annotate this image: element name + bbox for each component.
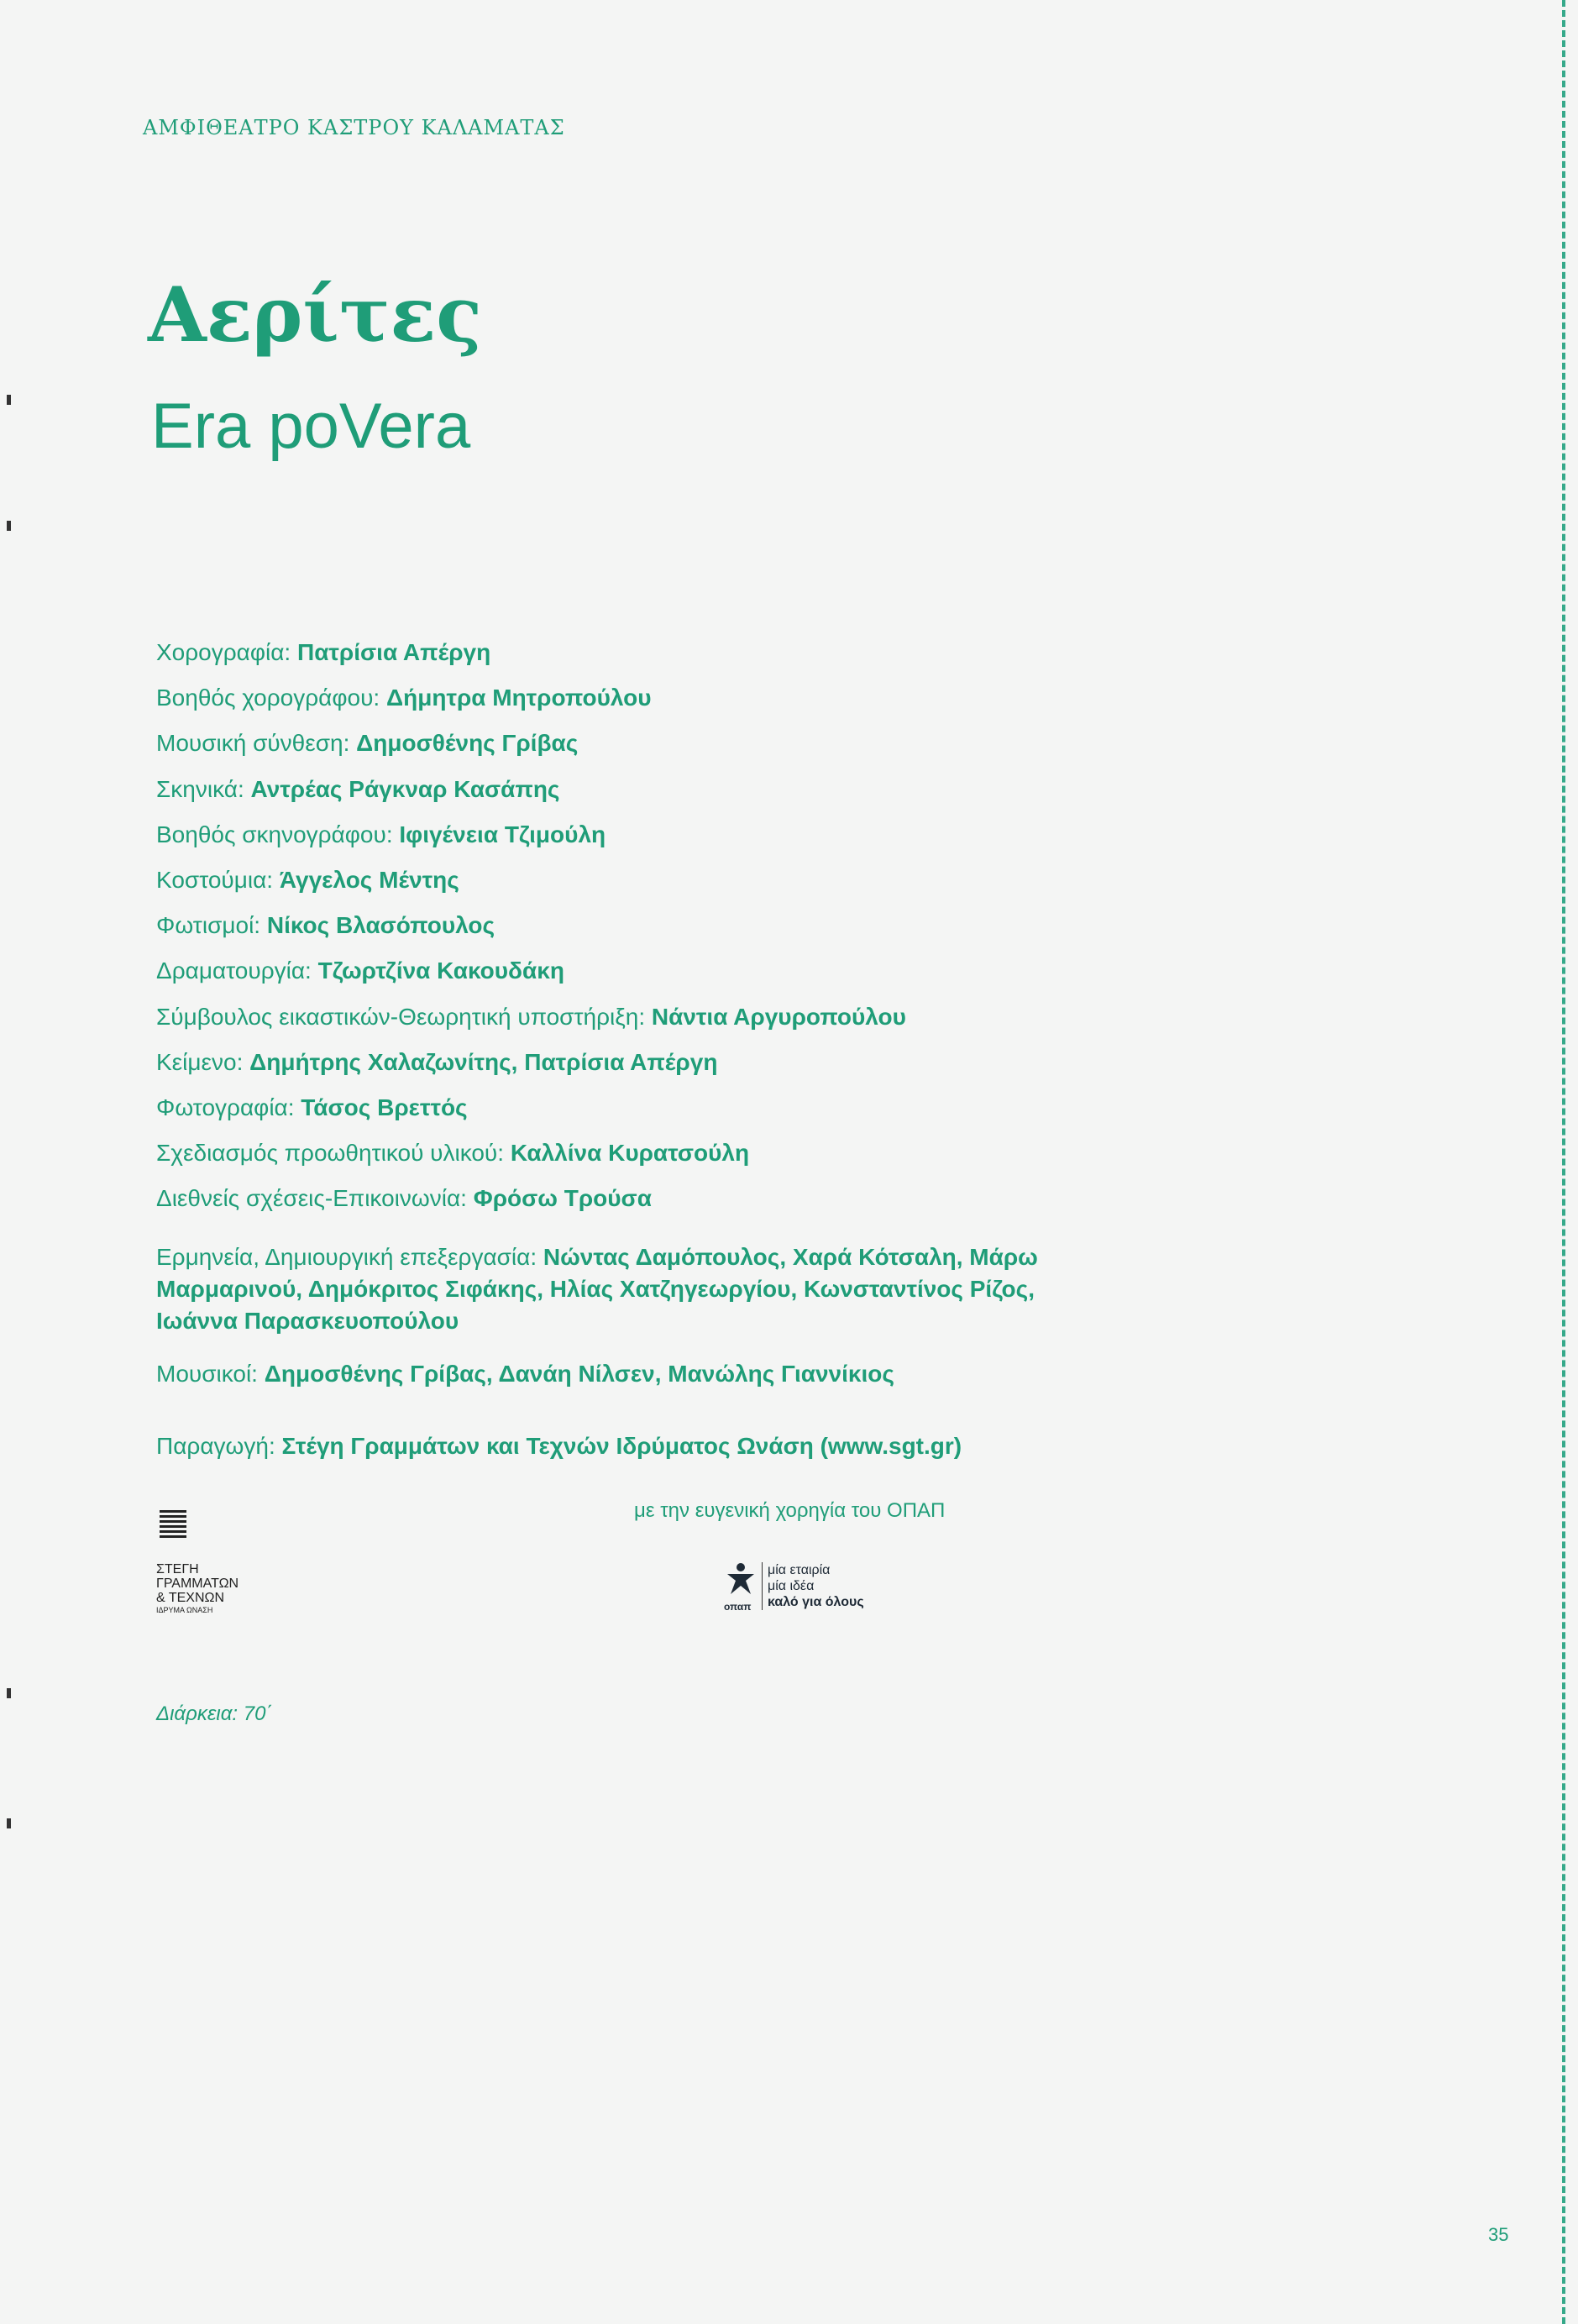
sgt-logo-line: & ΤΕΧΝΩΝ: [156, 1591, 225, 1605]
venue-header: ΑΜΦΙΘΕΑΤΡΟ ΚΑΣΤΡΟΥ ΚΑΛΑΜΑΤΑΣ: [143, 116, 565, 139]
binding-mark: [7, 395, 11, 405]
credit-value: Νάντια Αργυροπούλου: [651, 1003, 906, 1030]
page-number: 35: [1488, 2224, 1509, 2245]
credit-value: Τζωρτζίνα Κακουδάκη: [317, 957, 564, 984]
credit-row: [156, 675, 1080, 721]
credit-value: Φρόσω Τρούσα: [473, 1185, 652, 1212]
credit-row: [156, 767, 1080, 812]
cast-value: Νώντας Δαμόπουλος, Χαρά Κότσαλη, Μάρω Μαρμαρινού, Δημόκριτος Σιφάκης, Ηλίας Χατζηγεωργίου, Κωνσταντίνος Ρίζος, Ιωάννα Παρασκευοπούλου: [156, 1244, 1038, 1334]
credit-value: Δημήτρης Χαλαζωνίτης, Πατρίσια Απέργη: [249, 1048, 718, 1075]
credit-row: [156, 1085, 1080, 1131]
credit-row: [156, 721, 1080, 766]
credit-label: Φωτισμοί:: [156, 912, 267, 939]
show-title: Αερίτες: [148, 270, 483, 359]
duration: Διάρκεια: 70΄: [156, 1702, 273, 1725]
credit-label: Κείμενο:: [156, 1048, 250, 1075]
credit-row: [156, 812, 1080, 858]
credit-label: Σχεδιασμός προωθητικού υλικού:: [156, 1140, 511, 1167]
credit-label: Μουσική σύνθεση:: [156, 730, 357, 757]
opap-slogan: [762, 1562, 864, 1610]
musicians-label: Μουσικοί:: [156, 1361, 265, 1387]
opap-name: οπαπ: [724, 1601, 752, 1613]
sgt-logo-text: [156, 1562, 282, 1615]
opap-slogan-line: καλό για όλους: [768, 1595, 864, 1609]
binding-mark: [7, 1818, 11, 1828]
credit-label: Φωτογραφία:: [156, 1094, 301, 1120]
sgt-logo-line: ΙΔΡΥΜΑ ΩΝΑΣΗ: [156, 1606, 213, 1614]
credit-value: Δημοσθένης Γρίβας: [356, 730, 579, 757]
credit-label: Σκηνικά:: [156, 775, 251, 802]
sgt-logo-line: ΓΡΑΜΜΑΤΩΝ: [156, 1576, 239, 1591]
credit-label: Διεθνείς σχέσεις-Επικοινωνία:: [156, 1185, 474, 1212]
opap-slogan-line: μία ιδέα: [768, 1579, 815, 1593]
credit-value: Νίκος Βλασόπουλος: [266, 912, 495, 939]
cast-label: Ερμηνεία, Δημιουργική επεξεργασία:: [156, 1244, 543, 1270]
credit-label: Κοστούμια:: [156, 866, 280, 893]
page-edge-border: [1562, 0, 1565, 2324]
credit-value: Αντρέας Ράγκναρ Κασάπης: [250, 775, 560, 802]
opap-emblem-icon: [724, 1562, 758, 1599]
credit-label: Δραματουργία:: [156, 957, 318, 984]
sgt-emblem-icon: [156, 1508, 190, 1542]
credit-row: [156, 1176, 1080, 1221]
credit-label: Βοηθός σκηνογράφου:: [156, 821, 400, 847]
sgt-logo-line: ΣΤΕΓΗ: [156, 1562, 199, 1576]
credit-label: Σύμβουλος εικαστικών-Θεωρητική υποστήριξη:: [156, 1003, 652, 1030]
credit-value: Πατρίσια Απέργη: [297, 639, 491, 665]
production-value: Στέγη Γραμμάτων και Τεχνών Ιδρύματος Ωνάση (www.sgt.gr): [281, 1433, 962, 1459]
cast-credit: [156, 1241, 1046, 1337]
musicians-value: Δημοσθένης Γρίβας, Δανάη Νίλσεν, Μανώλης Γιαννίκιος: [264, 1361, 894, 1387]
credit-row: [156, 630, 1080, 675]
credit-label: Χορογραφία:: [156, 639, 297, 665]
sgt-logo: [156, 1508, 282, 1615]
credit-row: [156, 858, 1080, 903]
credit-value: Δήμητρα Μητροπούλου: [385, 685, 652, 711]
musicians-credit: [156, 1361, 894, 1388]
sponsor-note: με την ευγενική χορηγία του ΟΠΑΠ: [634, 1499, 946, 1522]
opap-slogan-line: μία εταιρία: [768, 1563, 831, 1577]
production-label: Παραγωγή:: [156, 1433, 282, 1459]
credit-row: [156, 1040, 1080, 1085]
binding-mark: [7, 1688, 11, 1698]
credit-row: [156, 948, 1080, 994]
binding-mark: [7, 521, 11, 531]
credit-row: [156, 903, 1080, 948]
opap-logo: [724, 1562, 892, 1621]
company-name: Era poVera: [151, 391, 471, 462]
credit-value: Ιφιγένεια Τζιμούλη: [399, 821, 606, 847]
credit-row: [156, 994, 1080, 1040]
credits-list: [156, 630, 1080, 1221]
credit-row: [156, 1131, 1080, 1176]
credit-value: Καλλίνα Κυρατσούλη: [510, 1140, 750, 1167]
credit-value: Άγγελος Μέντης: [279, 866, 459, 893]
credit-label: Βοηθός χορογράφου:: [156, 685, 386, 711]
production-credit: [156, 1433, 962, 1460]
credit-value: Τάσος Βρεττός: [301, 1094, 468, 1120]
